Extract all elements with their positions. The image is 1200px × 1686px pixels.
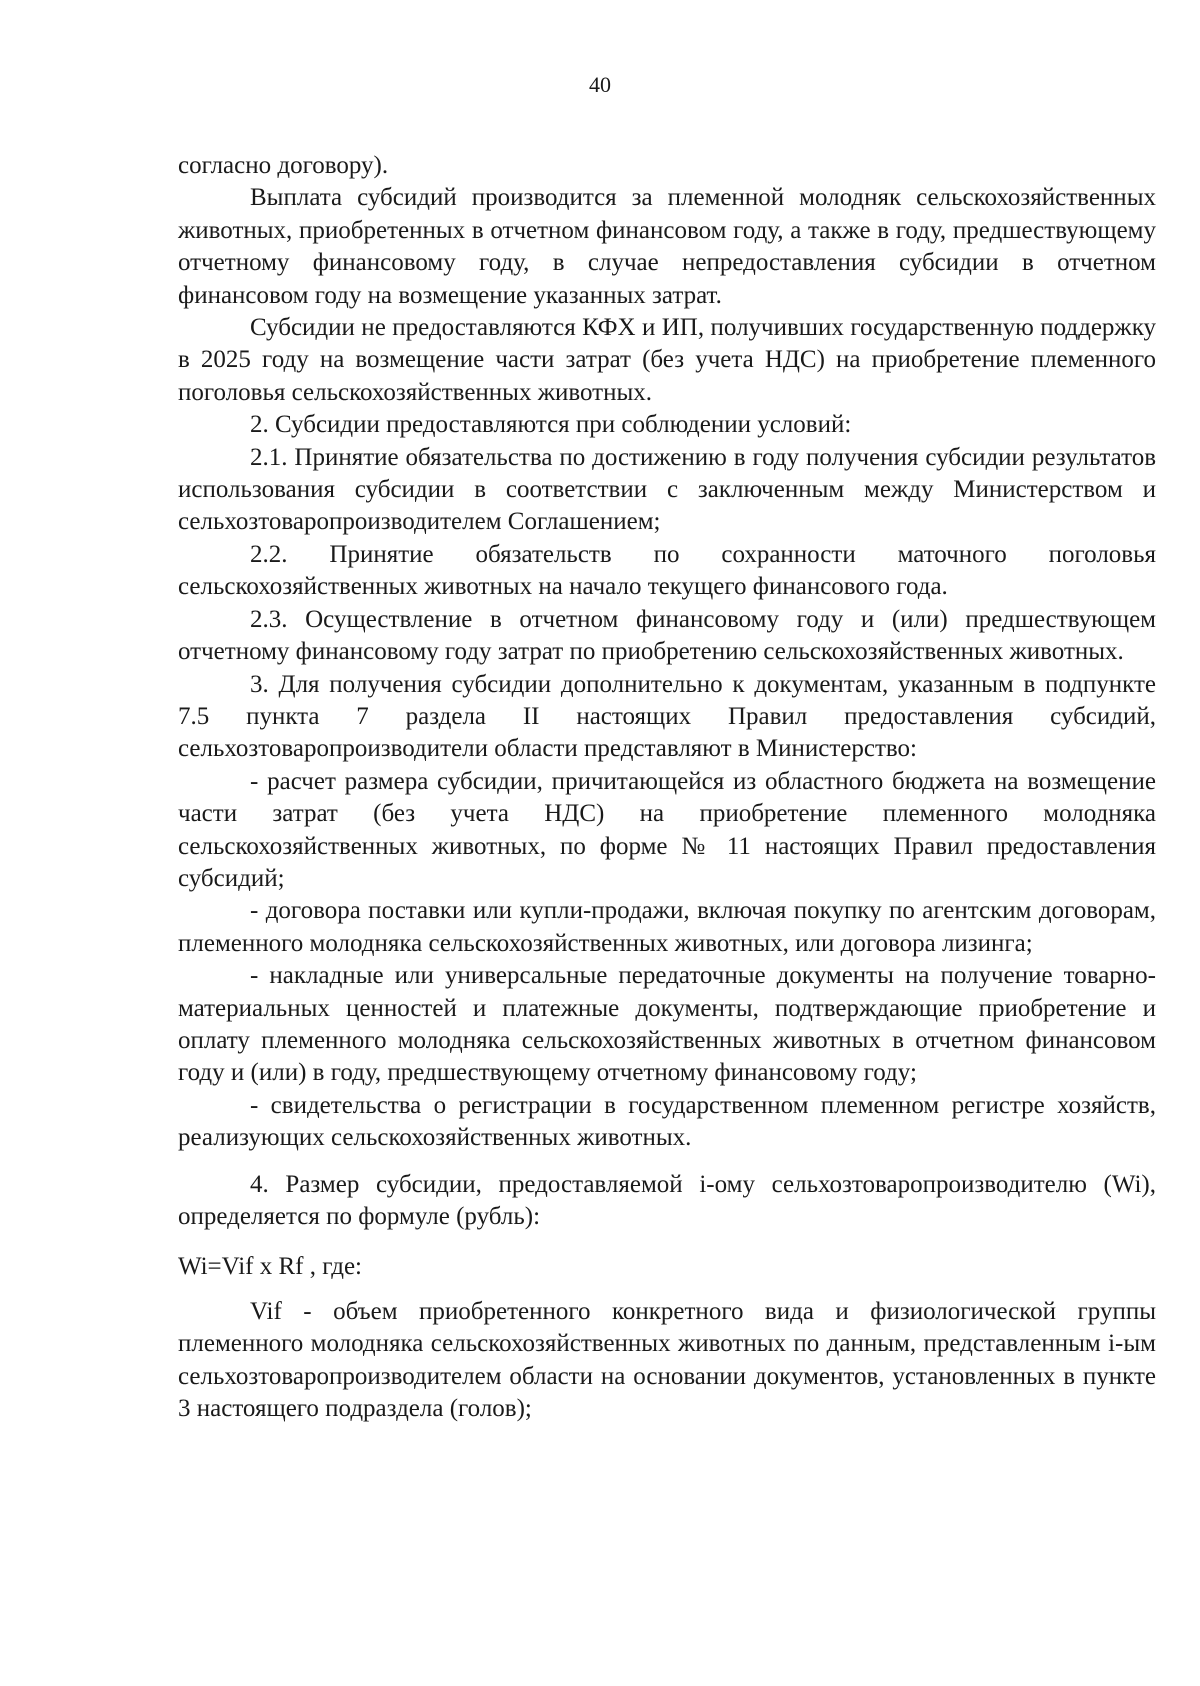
- paragraph-vif-definition: Vif - объем приобретенного конкретного вида и физиологической группы племенного молодняка сельскохозяйственных животных по данным, представленным i-ым сельхозтоваропроизводителем области на основании документов, установленных в пункте 3 настоящего подраздела (голов);: [178, 1297, 1156, 1423]
- list-item-invoices: - накладные или универсальные передаточные документы на получение товарно-материальных ценностей и платежные документы, подтверждающие приобретение и оплату племенного молодняка сельскохозяйственных животных в отчетном финансовом году и (или) в году, предшествующему отчетному финансовому году;: [178, 962, 1156, 1087]
- paragraph-documents-heading: 3. Для получения субсидии дополнительно к документам, указанным в подпункте 7.5 пункта 7 раздела II настоящих Правил предоставления субсидий, сельхозтоваропроизводители области представляют в Министерство:: [178, 670, 1156, 763]
- document-body: [178, 150, 1156, 1425]
- paragraph-condition-2-1: 2.1. Принятие обязательства по достижению в году получения субсидии результатов использования субсидии в соответствии с заключенным между Министерством и сельхозтоваропроизводителем Соглашением;: [178, 443, 1156, 536]
- paragraph-condition-2-3: 2.3. Осуществление в отчетном финансовому году и (или) предшествующем отчетному финансовому году затрат по приобретению сельскохозяйственных животных.: [178, 605, 1156, 666]
- paragraph-conditions-heading: 2. Субсидии предоставляются при соблюдении условий:: [250, 411, 852, 439]
- paragraph-condition-2-2: 2.2. Принятие обязательств по сохранности маточного поголовья сельскохозяйственных животных на начало текущего финансового года.: [178, 540, 1156, 601]
- paragraph-continuation: согласно договору).: [178, 152, 389, 179]
- list-item-contracts: - договора поставки или купли-продажи, включая покупку по агентским договорам, племенного молодняка сельскохозяйственных животных, или договора лизинга;: [178, 897, 1156, 957]
- list-item-calculation: - расчет размера субсидии, причитающейся из областного бюджета на возмещение части затрат (без учета НДС) на приобретение племенного молодняка сельскохозяйственных животных, по форме № 11 настоящих Правил предоставления субсидий;: [178, 767, 1156, 892]
- paragraph-exclusion: Субсидии не предоставляются КФХ и ИП, получивших государственную поддержку в 2025 году на возмещение части затрат (без учета НДС) на приобретение племенного поголовья сельскохозяйственных животных.: [178, 314, 1156, 406]
- paragraph-subsidy-size: 4. Размер субсидии, предоставляемой i-ому сельхозтоваропроизводителю (Wi), определяется по формуле (рубль):: [178, 1170, 1156, 1230]
- list-item-certificates: - свидетельства о регистрации в государственном племенном регистре хозяйств, реализующих сельскохозяйственных животных.: [178, 1091, 1156, 1152]
- formula: Wi=Vif x Rf , где:: [178, 1253, 362, 1281]
- page-number: 40: [589, 72, 611, 97]
- paragraph-payment: Выплата субсидий производится за племенной молодняк сельскохозяйственных животных, приобретенных в отчетном финансовом году, а также в году, предшествующему отчетному финансовому году, в случае непредоставления субсидии в отчетном финансовом году на возмещение указанных затрат.: [178, 184, 1156, 309]
